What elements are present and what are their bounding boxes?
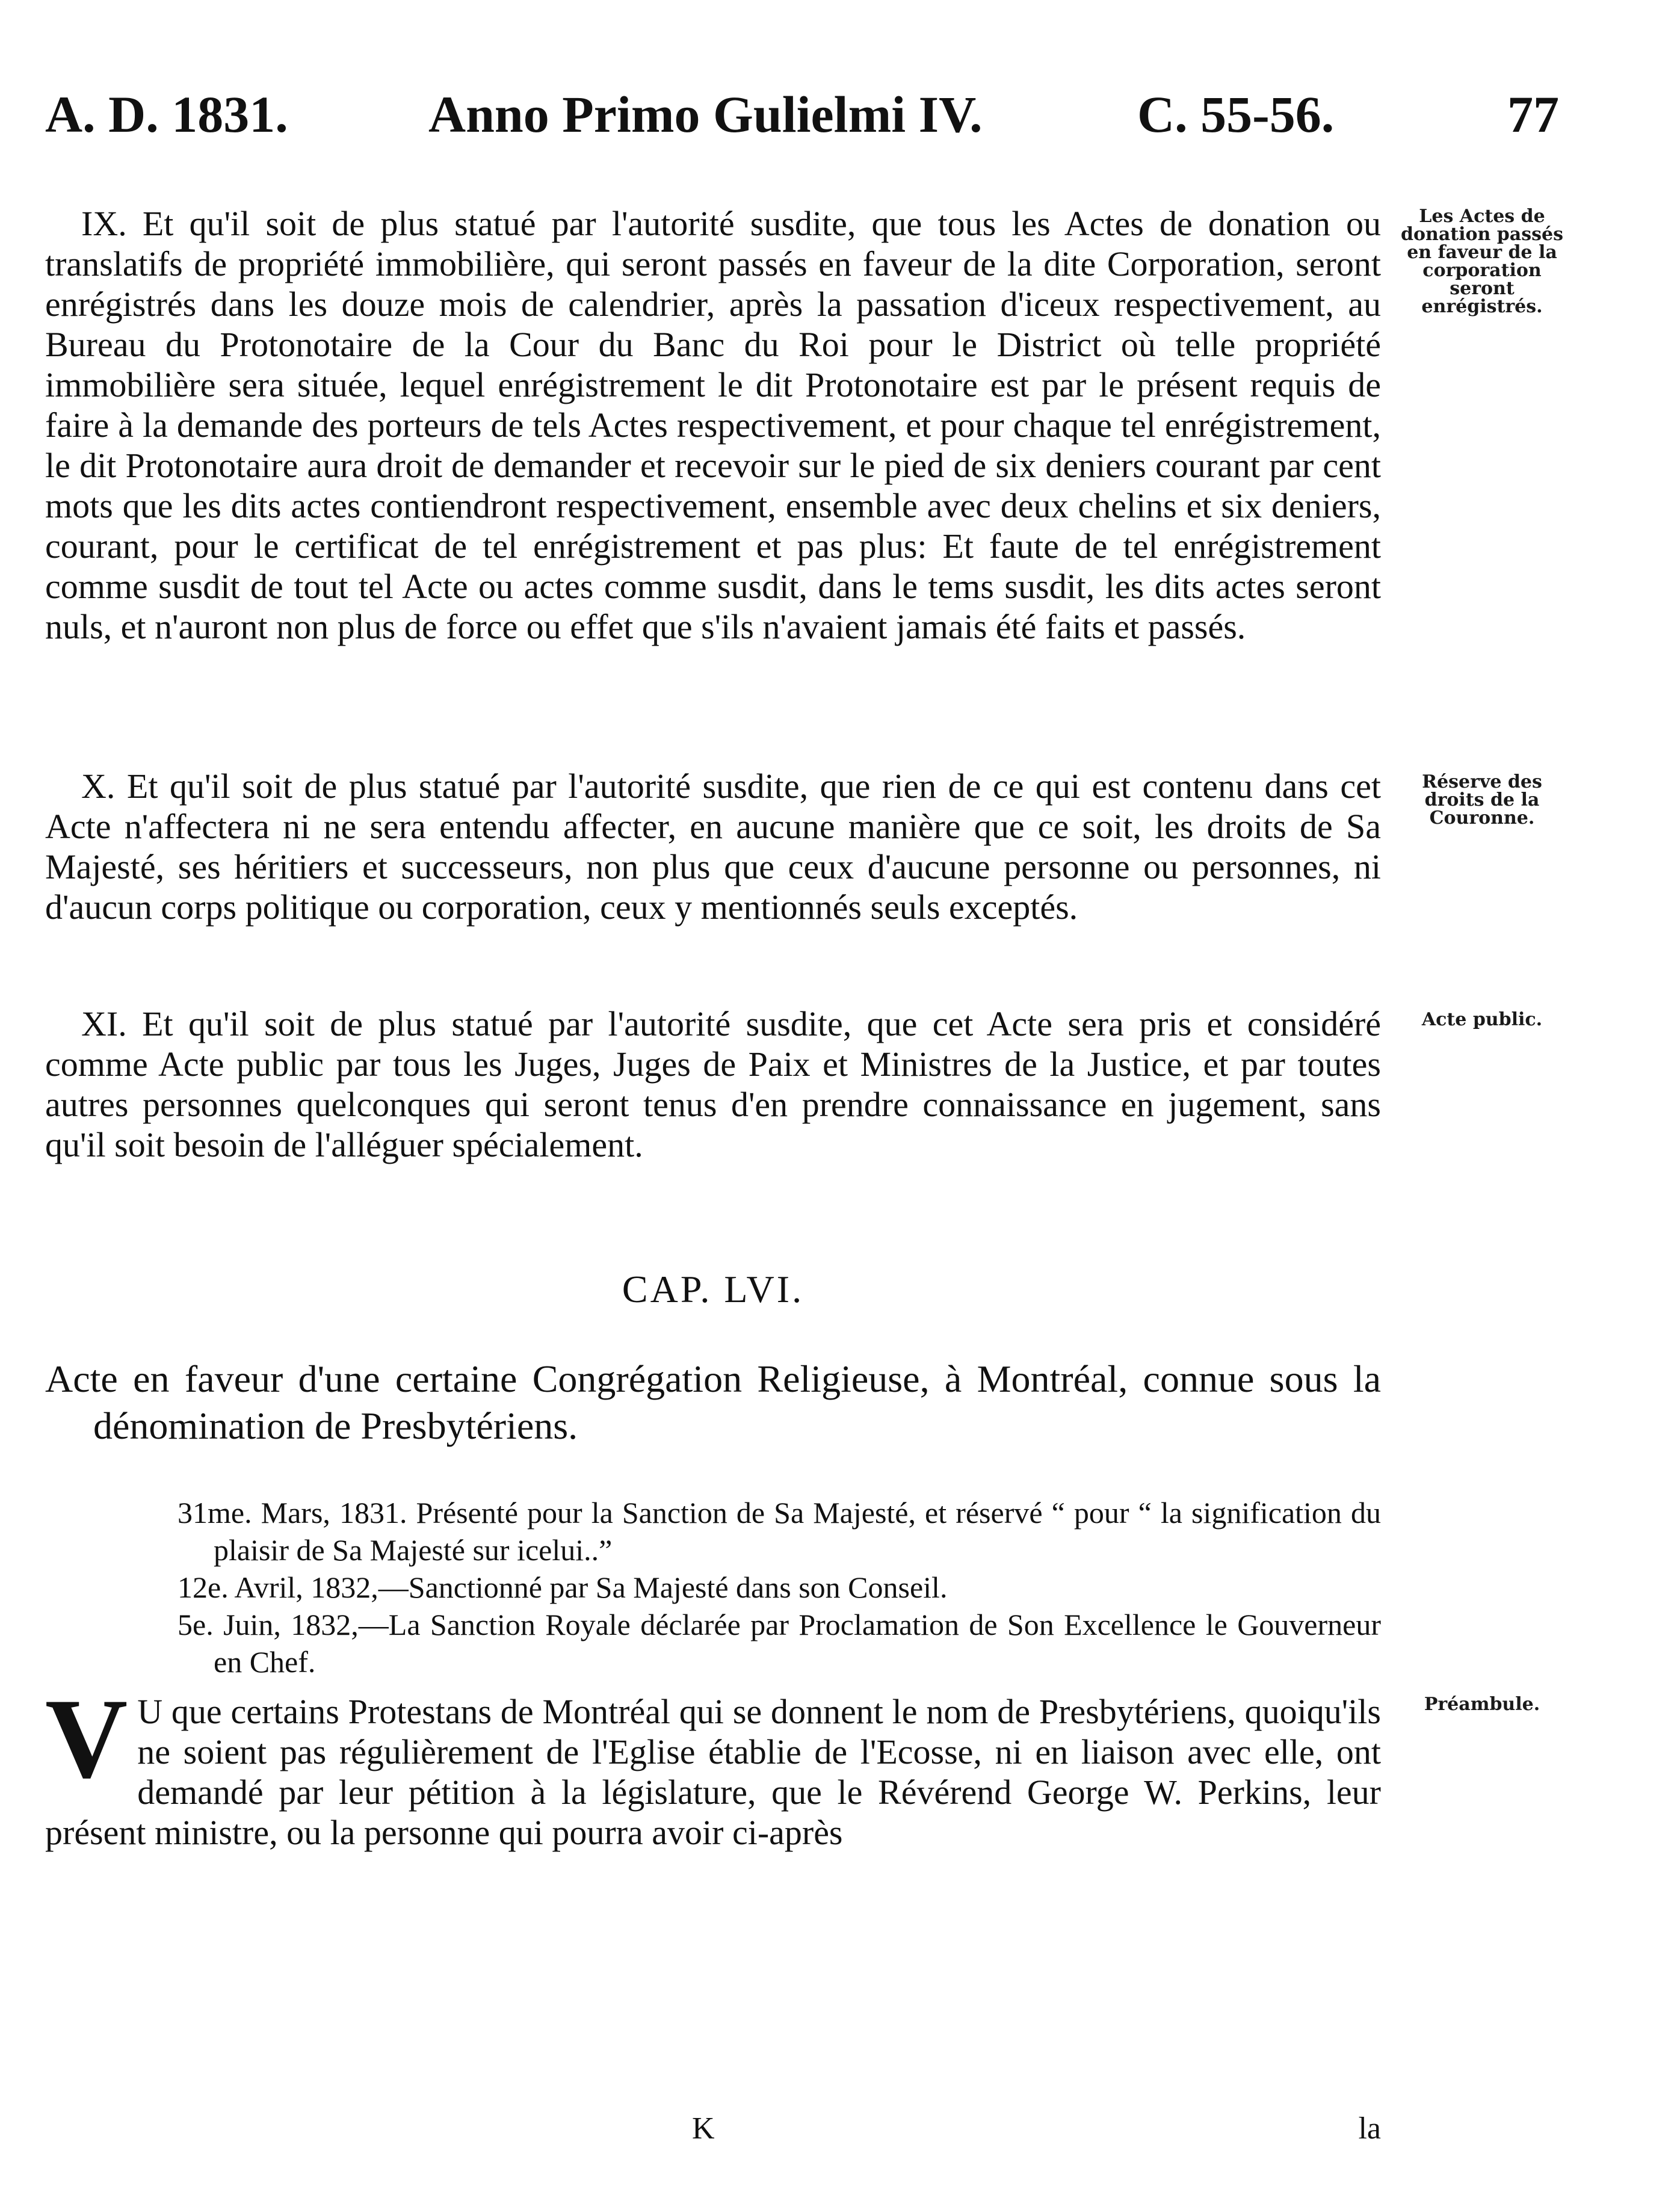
section-xi-text: XI. Et qu'il soit de plus statué par l'autorité susdite, que cet Acte sera pris et considéré comme Acte public par tous les Juges, Juges de Paix et Ministres de la Justice, et par toutes autres personnes quelconques qui seront tenus d'en prendre connaissance en jugement, sans qu'il soit besoin de l'alléguer spécialement. (45, 1004, 1381, 1164)
drop-cap: V (45, 1676, 128, 1802)
section-ix-text: IX. Et qu'il soit de plus statué par l'autorité susdite, que tous les Actes de donation ou translatifs de propriété immobilière, qui seront passés en faveur de la dite Corporation, seront enrégistrés dans les douze mois de calendrier, après la passation d'iceux respectivement, au Bureau du Protonotaire de la Cour du Banc du Roi pour le District où telle propriété immobilière sera située, lequel enrégistrement le dit Protonotaire est par le présent requis de faire à la demande des porteurs de tels Actes respectivement, et pour chaque tel enrégistrement, le dit Protonotaire aura droit de demander et recevoir sur le pied de six deniers courant par cent mots que les dits actes contiendront respectivement, ensemble avec deux chelins et six deniers, courant, pour le certificat de tel enrégistrement et pas plus: Et faute de tel enrégistrement comme susdit de tout tel Acte ou actes comme susdit, dans le tems susdit, les dits actes seront nuls, et n'auront non plus de force ou effet que s'ils n'avaient jamais été faits et passés. (45, 204, 1381, 646)
page-footer (45, 2111, 1381, 2153)
margin-note-acte-public: Acte public. (1421, 1009, 1543, 1030)
header-chapter: C. 55-56. (1137, 85, 1335, 143)
preamble-text: U que certains Protestans de Montréal qui se donnent le nom de Presbytériens, quoiqu'ils ne soient pas régulièrement de l'Eglise établie de l'Ecosse, ni en liaison avec elle, ont demandé par leur pétition à la législature, que le Révérend George W. Perkins, leur présent ministre, ou la personne qui pourra avoir ci-après (45, 1692, 1381, 1852)
section-ix (45, 203, 1381, 647)
catchword: la (1358, 2111, 1381, 2146)
signature-mark: K (692, 2111, 715, 2146)
chapter-heading: CAP. LVI. (622, 1268, 804, 1311)
assent-dates (178, 1494, 1381, 1681)
margin-note-preambule: Préambule. (1424, 1694, 1540, 1715)
section-x (45, 766, 1381, 927)
date-proclaimed: 5e. Juin, 1832,—La Sanction Royale déclarée par Proclamation de Son Excellence le Gouverneur en Chef. (178, 1608, 1381, 1679)
running-header (0, 0, 1680, 156)
date-reserved: 31me. Mars, 1831. Présenté pour la Sanction de Sa Majesté, et réservé “ pour “ la signification du plaisir de Sa Majesté sur icelui..” (178, 1496, 1381, 1567)
date-sanctioned: 12e. Avril, 1832,—Sanctionné par Sa Majesté dans son Conseil. (178, 1570, 948, 1604)
margin-note-reserve: Réserve des droits de la Couronne. (1422, 771, 1542, 829)
section-x-text: X. Et qu'il soit de plus statué par l'autorité susdite, que rien de ce qui est contenu dans cet Acte n'affectera ni ne sera entendu affecter, en aucune manière que ce soit, les droits de Sa Majesté, ses héritiers et successeurs, non plus que ceux d'aucune personne ou personnes, ni d'aucun corps politique ou corporation, ceux y mentionnés seuls exceptés. (45, 767, 1381, 927)
page-number: 77 (1507, 85, 1559, 143)
header-title: Anno Primo Gulielmi IV. (428, 85, 983, 143)
preamble (45, 1676, 1381, 1853)
section-xi (45, 1004, 1381, 1165)
act-title: Acte en faveur d'une certaine Congrégation Religieuse, à Montréal, connue sous la dénomination de Presbytériens. (45, 1357, 1381, 1447)
margin-note-enregistrement: Les Actes de donation passés en faveur de la corporation seront enrégistrés. (1401, 206, 1563, 317)
header-year: A. D. 1831. (45, 85, 288, 143)
